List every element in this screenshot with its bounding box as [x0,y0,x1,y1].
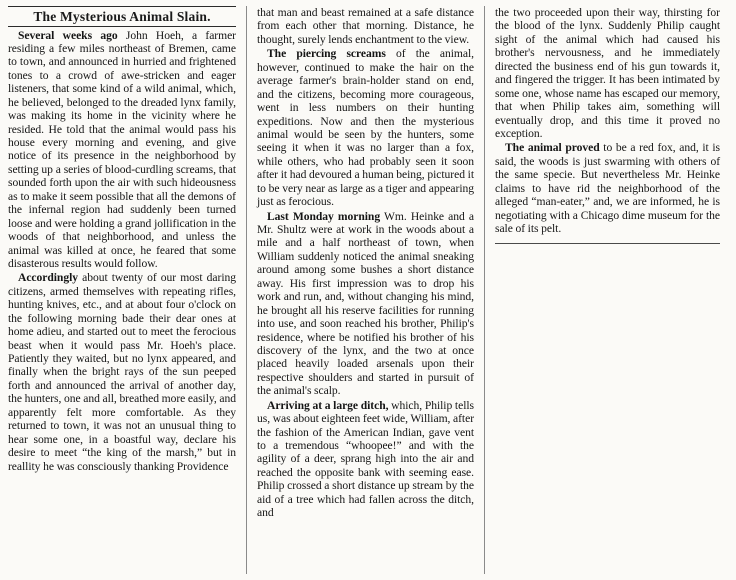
paragraph-lead: The piercing screams [267,47,386,61]
column-end-rule [495,243,720,244]
column-3 [484,6,720,574]
column-1 [8,6,246,574]
paragraph [495,141,720,235]
paragraph-text: the two proceeded upon their way, thirsting for the blood of the lynx. Suddenly Philip caught sight of the animal which had caused his brother's nervousness, and he immediately directed the business end of his gun towards it, and fingered the trigger. It has been intimated by some one, whose name has escaped our memory, that when Philip takes aim, something will eventually drop, and this time it proved no exception. [495,6,720,140]
paragraph-lead: Several weeks ago [18,28,118,42]
paragraph-text: Wm. Heinke and a Mr. Shultz were at work in the woods about a mile and a half northeast of town, when William suddenly noticed the animal sneaking around among some bushes a short distance away. His first impression was to drop his work and run, and, without changing his mind, he brought all his reserve facilities for running into use, and soon reached his brother, Philip's residence, where be notified his brother of his discovery of the lynx, and the two at once placed heavily loaded arsenals upon their respective shoulders and started in pursuit of the animal's scalp. [257,209,474,398]
paragraph-text: to be a red fox, and, it is said, the woods is just swarming with others of the same specie. But nevertheless Mr. Heinke claims to have rid the neighborhood of the alleged “man-eater,” and, we are informed, he is negotiating with a Chicago dime museum for the sale of its pelt. [495,141,721,235]
article-columns [8,6,728,574]
paragraph [257,6,474,46]
paragraph-text: of the animal, however, continued to make the hair on the average farmer's brain-holder stand on end, and the citizens, becoming more courageous, went in less numbers on their hunting expeditions. Now and then the mysterious animal would be seen by the hunters, some seeing it when it was no larger than a fox, while others, who had probably seen it soon after it had devoured a human being, pictured it to be very near as large as a tiger and appearing just as ferocious. [257,47,474,209]
paragraph [8,271,236,473]
paragraph [495,6,720,140]
paragraph-lead: Last Monday morning [267,209,381,223]
paragraph [257,210,474,398]
paragraph-lead: The animal proved [505,141,600,155]
paragraph [257,47,474,208]
column-2 [246,6,484,574]
article-headline: The Mysterious Animal Slain. [8,9,236,27]
paragraph [8,29,236,271]
paragraph-lead: Arriving at a large ditch, [267,398,389,412]
paragraph-text: about twenty of our most daring citizens, armed themselves with repeating rifles, hunting knives, etc., and at about four o'clock on the following morning bade their dear ones at home adieu, and started out to meet the ferocious beast when it would pass Mr. Hoeh's place. Patiently they waited, but no lynx appeared, and finally when the bright rays of the sun peeped forth and announced the arrival of another day, the hunters, one and all, breathed more easily, and apparently felt more comfortable. As they returned to town, it was not an unusual thing to hear some one, in a boastful way, declare his desire to meet “the king of the marsh,” but in reallity he was consciously thanking Providence [8,271,236,473]
paragraph-text: that man and beast remained at a safe distance from each other that morning. Distance, he thought, surely lends enchantment to the view. [257,6,474,46]
paragraph-lead: Accordingly [18,271,78,285]
paragraph [257,399,474,520]
headline-top-rule [8,6,236,7]
paragraph-text: which, Philip tells us, was about eighteen feet wide, William, after the fashion of the American Indian, gave vent to a tremendous “whoopee!” and with the agility of a deer, sprang high into the air and reached the opposite bank with seeming ease. Philip crossed a short distance up stream by the aid of a tree which had fallen across the ditch, and [257,398,475,520]
paragraph-text: John Hoeh, a farmer residing a few miles northeast of Bremen, came to town, and announced in hurried and frightened tones to a crowd of awe-stricken and eager listeners, that some kind of a wild animal, which, he believed, belonged to the dreaded lynx family, was making its home in the vicinity where he resided. He told that the animal would pass his house every morning and evening, and give notice of its presence in the neighborhood by setting up a series of blood-curdling screams, that sounded forth upon the air with such hideousness as to make it seem possible that all the demons of the infernal region had suddenly been turned loose and were holding a grand jollification in the woods of that neighborhood, and unless the animal was killed at once, he feared that some disasterous results would follow. [8,28,236,270]
